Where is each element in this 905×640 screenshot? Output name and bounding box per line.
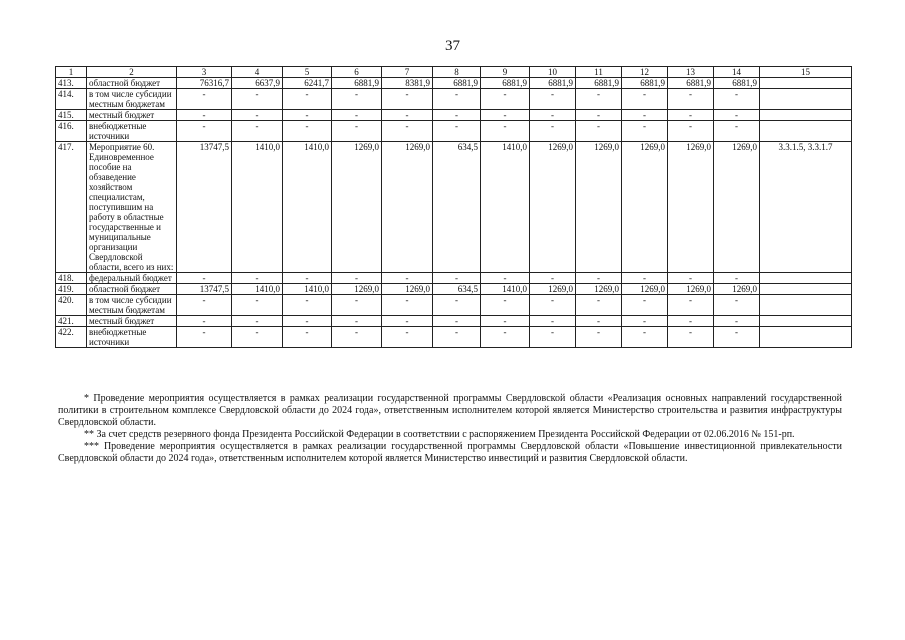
row-name: в том числе субсидии местным бюджетам: [87, 89, 177, 110]
target-indicator-ref: [760, 89, 852, 110]
target-indicator-ref: [760, 110, 852, 121]
value-cell: 1410,0: [481, 284, 530, 295]
value-cell: -: [232, 327, 283, 348]
row-name: областной бюджет: [87, 78, 177, 89]
value-cell: 1269,0: [530, 142, 576, 273]
value-cell: -: [576, 273, 622, 284]
row-name: внебюджетные источники: [87, 327, 177, 348]
value-cell: 6881,9: [576, 78, 622, 89]
value-cell: -: [332, 110, 382, 121]
value-cell: 8381,9: [382, 78, 433, 89]
value-cell: -: [481, 273, 530, 284]
row-number: 420.: [56, 295, 87, 316]
value-cell: -: [433, 121, 481, 142]
value-cell: -: [332, 273, 382, 284]
value-cell: -: [714, 316, 760, 327]
value-cell: -: [232, 110, 283, 121]
value-cell: -: [283, 327, 332, 348]
value-cell: 1410,0: [283, 142, 332, 273]
value-cell: -: [283, 295, 332, 316]
value-cell: 1269,0: [714, 284, 760, 295]
value-cell: -: [433, 89, 481, 110]
footnote-2: ** За счет средств резервного фонда Президента Российской Федерации в соответствии с распоряжением Президента Российской Федерации от 02.06.2016 № 151-рп.: [84, 429, 795, 440]
value-cell: -: [332, 121, 382, 142]
row-number: 415.: [56, 110, 87, 121]
value-cell: -: [283, 121, 332, 142]
value-cell: 6637,9: [232, 78, 283, 89]
row-number: 413.: [56, 78, 87, 89]
value-cell: -: [177, 273, 232, 284]
target-indicator-ref: [760, 121, 852, 142]
value-cell: -: [177, 295, 232, 316]
value-cell: -: [576, 327, 622, 348]
row-number: 414.: [56, 89, 87, 110]
value-cell: 6881,9: [481, 78, 530, 89]
budget-table: [55, 66, 852, 348]
target-indicator-ref: [760, 273, 852, 284]
value-cell: -: [382, 295, 433, 316]
table-row: [56, 295, 852, 316]
row-number: 422.: [56, 327, 87, 348]
footnotes: [58, 393, 842, 465]
value-cell: 1410,0: [232, 142, 283, 273]
value-cell: 1269,0: [622, 142, 668, 273]
target-indicator-ref: [760, 78, 852, 89]
value-cell: -: [622, 121, 668, 142]
value-cell: -: [232, 273, 283, 284]
value-cell: -: [576, 295, 622, 316]
row-name: в том числе субсидии местным бюджетам: [87, 295, 177, 316]
table-row: [56, 273, 852, 284]
value-cell: -: [530, 121, 576, 142]
value-cell: 1269,0: [668, 142, 714, 273]
value-cell: -: [668, 89, 714, 110]
value-cell: -: [622, 295, 668, 316]
value-cell: -: [714, 327, 760, 348]
value-cell: -: [382, 110, 433, 121]
value-cell: -: [232, 121, 283, 142]
value-cell: -: [668, 121, 714, 142]
table-row: [56, 121, 852, 142]
column-header-6: 6: [332, 67, 382, 78]
value-cell: -: [177, 316, 232, 327]
value-cell: -: [668, 327, 714, 348]
value-cell: -: [576, 110, 622, 121]
column-header-3: 3: [177, 67, 232, 78]
value-cell: -: [433, 327, 481, 348]
value-cell: 6881,9: [668, 78, 714, 89]
page-number: 37: [445, 38, 460, 54]
value-cell: 634,5: [433, 142, 481, 273]
column-header-1: 1: [56, 67, 87, 78]
table-row: [56, 110, 852, 121]
table-row: [56, 78, 852, 89]
value-cell: 1269,0: [530, 284, 576, 295]
row-name: областной бюджет: [87, 284, 177, 295]
value-cell: -: [530, 327, 576, 348]
row-number: 418.: [56, 273, 87, 284]
value-cell: -: [714, 295, 760, 316]
value-cell: 1269,0: [714, 142, 760, 273]
row-name: Мероприятие 60. Единовременное пособие на обзаведение хозяйством специалистам, поступившим на работу в областные государственные и муниципальные организации Свердловской области, всего из них:: [87, 142, 177, 273]
row-number: 421.: [56, 316, 87, 327]
value-cell: -: [433, 295, 481, 316]
row-name: федеральный бюджет: [87, 273, 177, 284]
value-cell: -: [668, 273, 714, 284]
value-cell: -: [668, 110, 714, 121]
value-cell: -: [232, 316, 283, 327]
value-cell: -: [530, 295, 576, 316]
value-cell: -: [177, 89, 232, 110]
value-cell: -: [714, 121, 760, 142]
row-number: 419.: [56, 284, 87, 295]
value-cell: 1410,0: [481, 142, 530, 273]
value-cell: -: [622, 89, 668, 110]
column-header-11: 11: [576, 67, 622, 78]
column-header-2: 2: [87, 67, 177, 78]
value-cell: -: [382, 316, 433, 327]
footnote-1: * Проведение мероприятия осуществляется в рамках реализации государственной программы Свердловской области «Реализация основных направлений государственной политики в строительном комплексе Свердловской области до 2024 года», ответственным исполнителем которой является Министерство строительства и развития инфраструктуры Свердловской области.: [58, 393, 842, 428]
value-cell: -: [433, 110, 481, 121]
target-indicator-ref: [760, 284, 852, 295]
target-indicator-ref: [760, 316, 852, 327]
value-cell: 1410,0: [232, 284, 283, 295]
value-cell: -: [332, 295, 382, 316]
value-cell: -: [481, 327, 530, 348]
value-cell: -: [332, 316, 382, 327]
value-cell: -: [283, 316, 332, 327]
value-cell: -: [232, 89, 283, 110]
value-cell: 1410,0: [283, 284, 332, 295]
table-row: [56, 327, 852, 348]
column-header-4: 4: [232, 67, 283, 78]
value-cell: -: [382, 273, 433, 284]
value-cell: -: [283, 273, 332, 284]
footnote-3: *** Проведение мероприятия осуществляется в рамках реализации государственной программы Свердловской области «Повышение инвестиционной привлекательности Свердловской области до 2024 года», ответственным исполнителем которой является Министерство инвестиций и развития Свердловской области.: [58, 441, 842, 464]
column-header-5: 5: [283, 67, 332, 78]
value-cell: -: [668, 295, 714, 316]
value-cell: 13747,5: [177, 142, 232, 273]
row-name: местный бюджет: [87, 110, 177, 121]
header-row: [56, 67, 852, 78]
value-cell: -: [382, 121, 433, 142]
value-cell: 634,5: [433, 284, 481, 295]
value-cell: -: [177, 327, 232, 348]
value-cell: -: [714, 110, 760, 121]
value-cell: -: [481, 110, 530, 121]
value-cell: -: [576, 89, 622, 110]
value-cell: -: [382, 89, 433, 110]
table-row: [56, 316, 852, 327]
value-cell: -: [332, 89, 382, 110]
value-cell: -: [283, 89, 332, 110]
value-cell: 1269,0: [622, 284, 668, 295]
value-cell: -: [433, 316, 481, 327]
value-cell: 13747,5: [177, 284, 232, 295]
value-cell: -: [576, 316, 622, 327]
row-number: 416.: [56, 121, 87, 142]
value-cell: -: [622, 273, 668, 284]
table-row: [56, 142, 852, 273]
value-cell: -: [332, 327, 382, 348]
target-indicator-ref: [760, 327, 852, 348]
value-cell: -: [530, 273, 576, 284]
value-cell: 1269,0: [668, 284, 714, 295]
value-cell: -: [177, 110, 232, 121]
table-row: [56, 284, 852, 295]
value-cell: -: [530, 316, 576, 327]
target-indicator-ref: 3.3.1.5, 3.3.1.7: [760, 142, 852, 273]
column-header-14: 14: [714, 67, 760, 78]
value-cell: 1269,0: [576, 142, 622, 273]
value-cell: -: [576, 121, 622, 142]
value-cell: 6881,9: [332, 78, 382, 89]
value-cell: 1269,0: [382, 284, 433, 295]
column-header-13: 13: [668, 67, 714, 78]
value-cell: -: [622, 316, 668, 327]
column-header-8: 8: [433, 67, 481, 78]
value-cell: -: [714, 89, 760, 110]
column-header-15: 15: [760, 67, 852, 78]
value-cell: 6881,9: [622, 78, 668, 89]
value-cell: 6881,9: [433, 78, 481, 89]
value-cell: -: [530, 89, 576, 110]
column-header-10: 10: [530, 67, 576, 78]
column-header-9: 9: [481, 67, 530, 78]
value-cell: -: [481, 295, 530, 316]
value-cell: 1269,0: [576, 284, 622, 295]
column-header-12: 12: [622, 67, 668, 78]
value-cell: -: [714, 273, 760, 284]
row-number: 417.: [56, 142, 87, 273]
value-cell: 6241,7: [283, 78, 332, 89]
value-cell: -: [481, 121, 530, 142]
value-cell: -: [668, 316, 714, 327]
value-cell: 6881,9: [714, 78, 760, 89]
value-cell: -: [232, 295, 283, 316]
value-cell: -: [481, 316, 530, 327]
value-cell: -: [433, 273, 481, 284]
table-row: [56, 89, 852, 110]
value-cell: -: [382, 327, 433, 348]
value-cell: 6881,9: [530, 78, 576, 89]
value-cell: -: [481, 89, 530, 110]
row-name: внебюджетные источники: [87, 121, 177, 142]
value-cell: 1269,0: [382, 142, 433, 273]
column-header-7: 7: [382, 67, 433, 78]
value-cell: -: [530, 110, 576, 121]
value-cell: 76316,7: [177, 78, 232, 89]
value-cell: 1269,0: [332, 284, 382, 295]
row-name: местный бюджет: [87, 316, 177, 327]
value-cell: -: [177, 121, 232, 142]
target-indicator-ref: [760, 295, 852, 316]
value-cell: -: [622, 110, 668, 121]
value-cell: -: [622, 327, 668, 348]
value-cell: -: [283, 110, 332, 121]
value-cell: 1269,0: [332, 142, 382, 273]
